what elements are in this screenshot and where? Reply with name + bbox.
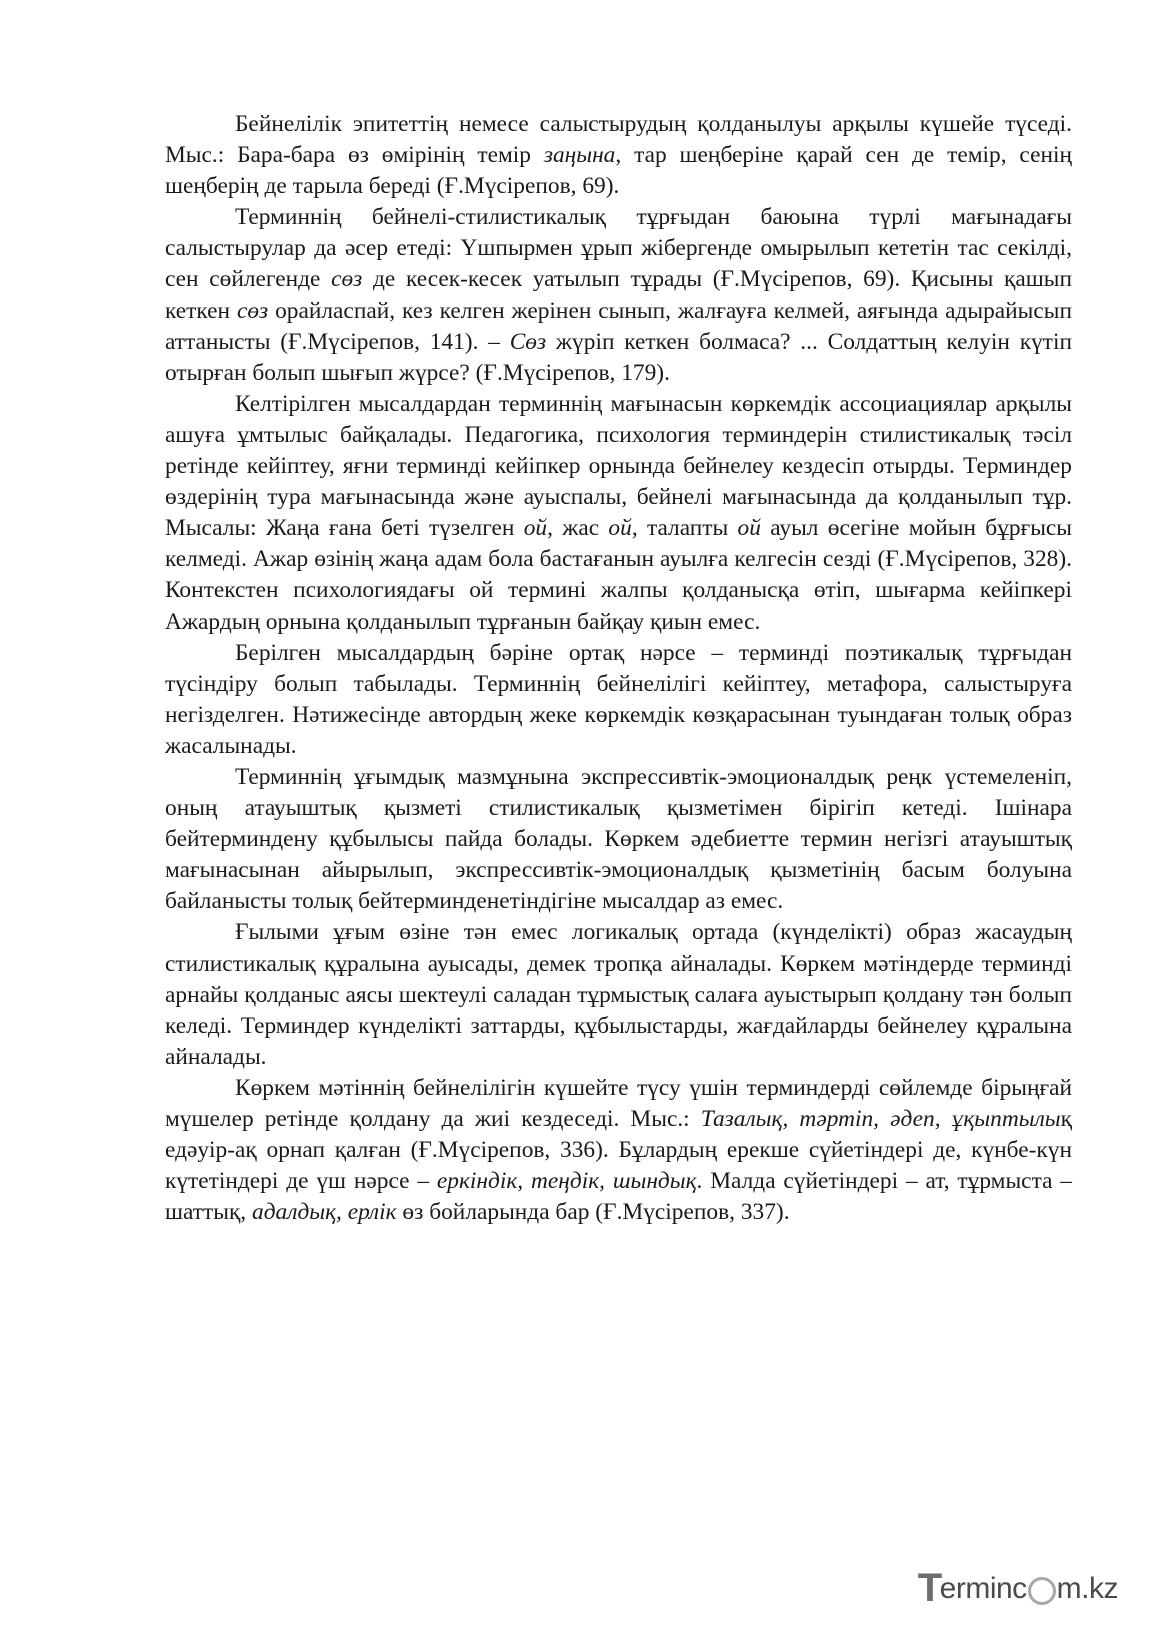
paragraph-5 — [165, 762, 1072, 917]
text-run: , жас — [547, 515, 609, 542]
logo-text-c: c — [1012, 1571, 1027, 1605]
text-run: Берілген мысалдардың бәріне ортақ нәрсе – терминді поэтикалық тұрғыдан түсіндіру болып табылады. Терминнің бейнелілігі кейіптеу, метафора, салыстыруға негізделген. Нәтижесінде автордың жеке көркемдік көзқарасынан туындаған толық образ жасалынады. — [165, 639, 1072, 759]
italic-term: Тазалық, тәртіп, әдеп, ұқыптылы — [700, 1106, 1061, 1132]
text-run: өз бойларында бар (Ғ.Мүсірепов, 337). — [396, 1199, 790, 1226]
paragraph-6 — [165, 917, 1072, 1072]
text-run: қ едәуір-ақ орнап қалған (Ғ.Мүсірепов, 336). Бұлардың ерекше сүйетіндері де, күнбе-күн күтетіндері де үш нәрсе – — [165, 1106, 1072, 1195]
italic-term: сөз — [331, 266, 363, 293]
paragraph-3 — [165, 389, 1072, 638]
italic-term: ой — [523, 515, 548, 542]
text-run: Көркем мәтіннің бейнелілігін күшейте түсу үшін терминдерді сөйлемде бірыңғай мүшелер ретінде қолдану да жиі кездеседі. Мыс.: — [165, 1074, 1072, 1132]
text-run: де кесек-кесек уатылып тұрады (Ғ.Мүсірепов, 69). Қисыны қашып кеткен — [165, 266, 1072, 324]
logo-circle-icon — [1028, 1577, 1056, 1605]
text-run: орайласпай, кез келген жерінен сынып, жалғауға келмей, аяғында адырайысып аттанысты (Ғ.Мүсірепов, 141). – — [165, 297, 1073, 355]
document-body — [165, 109, 1072, 1228]
paragraph-1 — [165, 109, 1072, 202]
text-run: Ғылыми ұғым өзіне тән емес логикалық ортада (күнделікті) образ жасаудың стилистикалық құралына ауысады, демек тропқа айналады. Көркем мәтіндерде терминді арнайы қолданыс аясы шектеулі саладан тұрмыстық салаға ауыстырып қолдану тән болып келеді. Терминдер күнделікті заттарды, құбылыстарды, жағдайларды бейнелеу құралына айналады. — [165, 919, 1072, 1070]
text-run: , талапты — [631, 515, 738, 542]
italic-term: ой — [608, 515, 632, 542]
text-run: . Малда сүйетіндері – ат, тұрмыста – шаттық, — [165, 1168, 1072, 1226]
italic-term: Сөз — [509, 328, 547, 355]
logo-letter-t: T — [917, 1566, 942, 1610]
italic-term: заңына — [543, 142, 616, 169]
italic-term: адалдық, ерлік — [252, 1199, 397, 1226]
text-run: Келтірілген мысалдардан терминнің мағынасын көркемдік ассоциациялар арқылы ашуға ұмтылыс байқалады. Педагогика, психология терминдерін стилистикалық тәсіл ретінде кейіптеу, яғни терминді кейіпкер орнында бейнелеу кездесіп отырды. Терминдер өздерінің тура мағынасында және ауыспалы, бейнелі мағынасында да қолданылып тұр. Мысалы: Жаңа ғана беті түзелген — [165, 390, 1072, 542]
text-run: , тар шеңберіне қарай сен де темір, сенің шеңберің де тарыла береді (Ғ.Мүсірепов, 69). — [165, 142, 1072, 200]
logo-text-ermin: ermin — [939, 1571, 1013, 1605]
text-run: Бейнелілік эпитеттің немесе салыстырудың қолданылуы арқылы күшейе түседі. Мыс.: Бара-бара өз өмірінің темір — [165, 111, 1072, 169]
paragraph-2 — [165, 202, 1072, 389]
text-run: Терминнің ұғымдық мазмұнына экспрессивтік-эмоционалдық реңк үстемеленіп, оның атауыштық қызметі стилистикалық қызметімен бірігіп кетеді. Ішінара бейтерминдену құбылысы пайда болады. Көркем әдебиетте термин негізгі атауыштық мағынасынан айырылып, экспрессивтік-эмоционалдық қызметінің басым болуына байланысты толық бейтерминденетіндігіне мысалдар аз емес. — [165, 763, 1072, 915]
text-run: жүріп кеткен болмаса? ... Солдаттың келуін күтіп отырған болып шығып жүрсе? (Ғ.Мүсірепов, 179). — [165, 328, 1073, 386]
italic-term: еркіндік, теңдік, шындық — [436, 1168, 697, 1195]
logo-text-mkz: m.kz — [1056, 1571, 1118, 1605]
termincom-logo — [918, 1566, 1118, 1611]
italic-term: сөз — [236, 297, 269, 324]
text-run: Терминнің бейнелі-стилистикалық тұрғыдан баюына түрлі мағынадағы салыстырулар да әсер етеді: Үшпырмен ұрып жібергенде омырылып кететін тас секілді, сен сөйлегенде — [165, 204, 1072, 293]
text-run: ауыл өсегіне мойын бұрғысы келмеді. Ажар өзінің жаңа адам бола бастағанын ауылға келгесін сезді (Ғ.Мүсірепов, 328). Контекстен психологиядағы ой термині жалпы қолданысқа өтіп, шығарма кейіпкері Ажардың орнына қолданылып тұрғанын байқау қиын емес. — [165, 515, 1073, 635]
paragraph-7 — [165, 1073, 1072, 1228]
italic-term: ой — [737, 515, 761, 542]
paragraph-4 — [165, 638, 1072, 762]
